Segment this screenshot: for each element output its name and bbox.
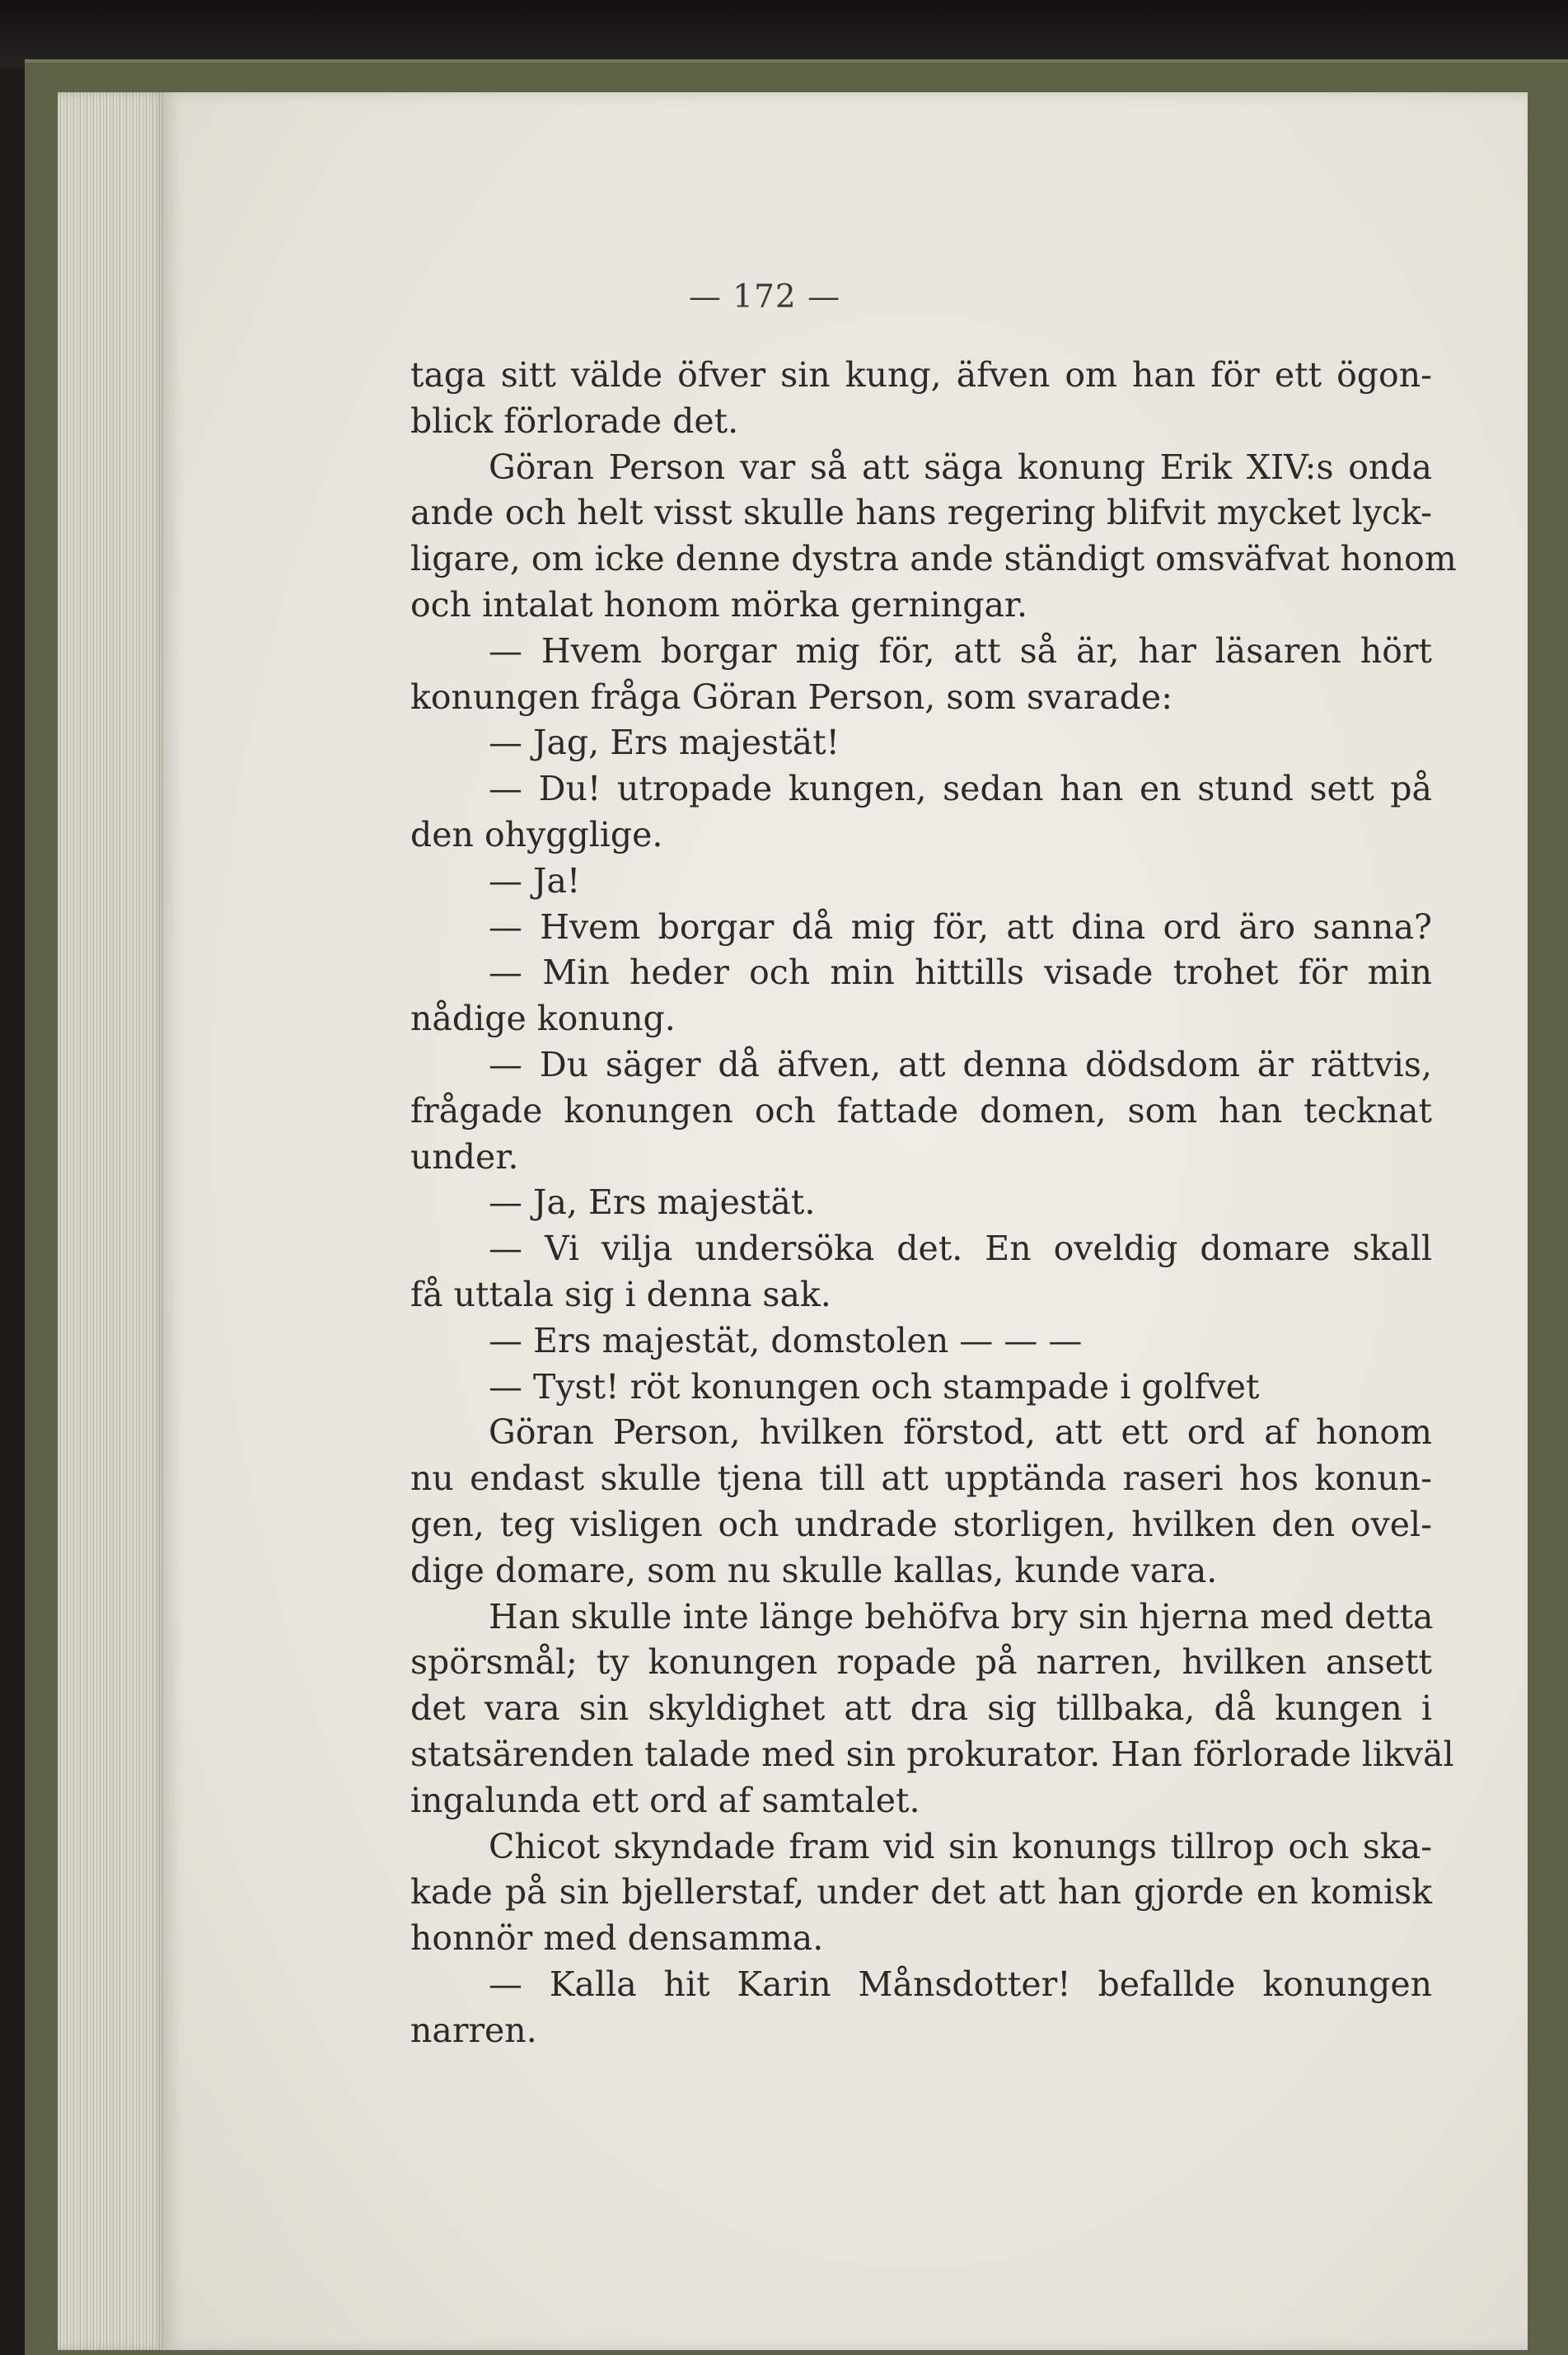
text-line: den ohygglige. [410,814,663,854]
text-line: spörsmål; ty konungen ropade på narren, hvilken ansett [410,1642,1432,1683]
text-line: — Hvem borgar mig för, att så är, har läsaren hört [489,630,1432,671]
text-line: få uttala sig i denna sak. [410,1274,831,1314]
text-line: gen, teg visligen och undrade storligen, hvilken den ovel- [410,1504,1432,1544]
text-line: och intalat honom mörka gerningar. [410,584,1028,625]
text-line: ande och helt visst skulle hans regering blifvit mycket lyck- [410,493,1432,533]
text-line: — Ja, Ers majestät. [489,1182,816,1223]
text-line: — Hvem borgar då mig för, att dina ord äro sanna? [489,906,1432,947]
text-line: ligare, om icke denne dystra ande ständigt omsväfvat honom [410,539,1457,579]
text-line: dige domare, som nu skulle kallas, kunde vara. [410,1550,1218,1590]
text-line: — Du säger då äfven, att denna dödsdom är rättvis, [489,1044,1432,1084]
text-line: — Tyst! röt konungen och stampade i golfvet [489,1366,1260,1407]
text-line: statsärenden talade med sin prokurator. Han förlorade likväl [410,1734,1454,1774]
text-line: narren. [410,2010,537,2050]
text-line: taga sitt välde öfver sin kung, äfven om han för ett ögon- [410,355,1432,395]
text-line: Göran Person var så att säga konung Erik XIV:s onda [489,447,1432,487]
scan-background [0,0,1568,68]
text-line: nådige konung. [410,999,676,1039]
page-number: — 172 — [688,279,841,316]
text-line: honnör med densamma. [410,1918,824,1959]
text-line: — Ja! [489,860,581,901]
text-line: Han skulle inte länge behöfva bry sin hjerna med detta [489,1596,1434,1636]
text-line: kade på sin bjellerstaf, under det att han gjorde en komisk [410,1872,1432,1913]
text-line: konungen fråga Göran Person, som svarade: [410,677,1173,717]
text-line: — Du! utropade kungen, sedan han en stund sett på [489,769,1432,809]
page-edges [58,92,165,2350]
text-line: Chicot skyndade fram vid sin konungs tillrop och ska- [489,1826,1432,1866]
text-line: — Min heder och min hittills visade trohet för min [489,953,1432,993]
text-line: — Kalla hit Karin Månsdotter! befallde konungen [489,1964,1432,2004]
text-line: frågade konungen och fattade domen, som han tecknat [410,1090,1432,1131]
body-text [410,353,1457,2053]
text-line: nu endast skulle tjena till att upptända raseri hos konun- [410,1458,1432,1499]
text-line: — Ers majestät, domstolen — — — [489,1320,1083,1360]
text-line: under. [410,1136,519,1177]
text-line: Göran Person, hvilken förstod, att ett ord af honom [489,1412,1432,1453]
text-line: — Vi vilja undersöka det. En oveldig domare skall [489,1229,1432,1269]
text-line: — Jag, Ers majestät! [489,723,840,763]
text-line: ingalunda ett ord af samtalet. [410,1780,920,1820]
text-line: blick förlorade det. [410,400,739,441]
text-line: det vara sin skyldighet att dra sig tillbaka, då kungen i [410,1688,1432,1729]
